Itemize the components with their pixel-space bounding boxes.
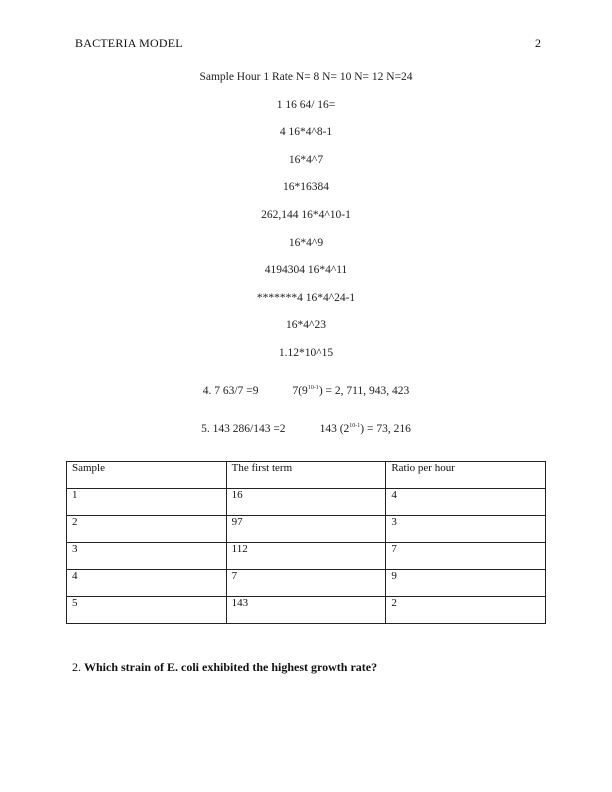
question-text: Which strain of E. coli exhibited the highest growth rate? <box>84 660 378 674</box>
table-cell: 9 <box>386 570 546 597</box>
question-2 <box>72 660 377 675</box>
table-row <box>67 489 546 516</box>
table-header-row <box>67 462 546 489</box>
table-header-cell: The first term <box>226 462 386 489</box>
table-cell: 2 <box>386 597 546 624</box>
calc-line: 4 16*4^8-1 <box>279 126 333 139</box>
question-number: 2. <box>72 660 81 674</box>
calc-line: Sample Hour 1 Rate N= 8 N= 10 N= 12 N=24 <box>199 71 413 83</box>
calc-line: 16*16384 <box>283 181 329 194</box>
table-cell: 143 <box>226 597 386 624</box>
table-cell: 7 <box>226 570 386 597</box>
table-cell: 4 <box>386 489 546 516</box>
table-cell: 97 <box>226 516 386 543</box>
table-cell: 4 <box>67 570 227 597</box>
growth-table <box>66 461 546 624</box>
equation-right: 143 $(2^{10-1}) = 73$, 216 <box>319 423 411 435</box>
equation-left: 4. 7 63/7 =9 <box>202 385 259 397</box>
equation-line-4 <box>0 385 612 397</box>
table-row <box>67 570 546 597</box>
table-row <box>67 516 546 543</box>
table-cell: 2 <box>67 516 227 543</box>
table-cell: 7 <box>386 543 546 570</box>
table-row <box>67 597 546 624</box>
table-cell: 5 <box>67 597 227 624</box>
table-header-cell: Sample <box>67 462 227 489</box>
table-cell: 3 <box>67 543 227 570</box>
table-cell: 112 <box>226 543 386 570</box>
calc-line: 16*4^23 <box>286 319 326 332</box>
running-head: BACTERIA MODEL <box>75 36 183 50</box>
table-header-cell: Ratio per hour <box>386 462 546 489</box>
table-cell: 1 <box>67 489 227 516</box>
page-number: 2 <box>535 36 541 50</box>
equation-right: $7(9^{10-1}) = 2$, 711, 943, 423 <box>292 385 410 397</box>
equation-line-5 <box>0 423 612 435</box>
calc-line: *******4 16*4^24-1 <box>256 291 356 304</box>
table-cell: 3 <box>386 516 546 543</box>
calc-line: 1.12*10^15 <box>278 346 334 359</box>
calc-line: 16*4^9 <box>288 236 324 249</box>
table-row <box>67 543 546 570</box>
calc-line: 4194304 16*4^11 <box>264 264 348 277</box>
calc-line: 1 16 64/ 16= <box>276 98 336 111</box>
equation-left: 5. 143 286/143 =2 <box>201 423 286 435</box>
table-cell: 16 <box>226 489 386 516</box>
calc-line: 262,144 16*4^10-1 <box>261 208 351 221</box>
calc-line: 16*4^7 <box>288 153 324 166</box>
calculation-lines <box>0 64 612 368</box>
